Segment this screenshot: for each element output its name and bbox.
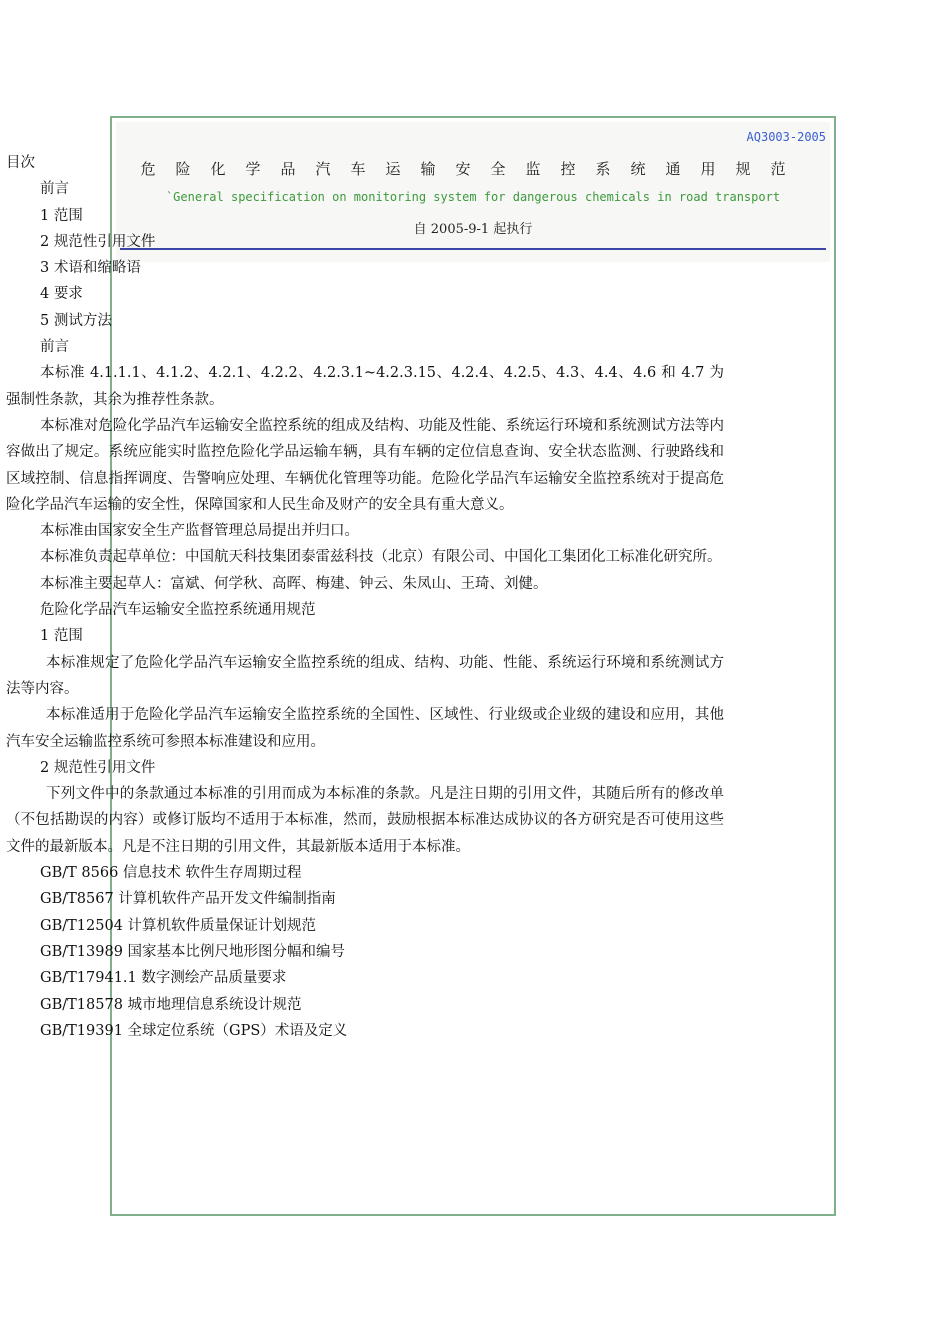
reference-item: GB/T13989 国家基本比例尺地形图分幅和编号 [40, 943, 346, 960]
foreword-paragraph: 本标准由国家安全生产监督管理总局提出并归口。 [40, 523, 359, 540]
section-paragraph: 本标准规定了危险化学品汽车运输安全监控系统的组成、结构、功能、性能、系统运行环境和系统测试方法等内容。 [6, 654, 724, 697]
reference-item: GB/T12504 计算机软件质量保证计划规范 [40, 917, 317, 934]
reference-item: GB/T 8566 信息技术 软件生存周期过程 [40, 865, 302, 882]
english-title: `General specification on monitoring system for dangerous chemicals in road transport [165, 190, 781, 204]
section-paragraph: 本标准适用于危险化学品汽车运输安全监控系统的全国性、区域性、行业级或企业级的建设和应用，其他汽车安全运输监控系统可参照本标准建设和应用。 [6, 707, 724, 750]
document-body [6, 150, 724, 1044]
foreword-paragraph: 本标准主要起草人：富斌、何学秋、高晖、梅建、钟云、朱凤山、王琦、刘健。 [40, 575, 548, 592]
toc-item: 4 要求 [40, 286, 83, 303]
toc-heading: 目次 [6, 155, 35, 171]
effective-date: 自 2005-9-1 起执行 [413, 222, 533, 237]
foreword-paragraph: 本标准对危险化学品汽车运输安全监控系统的组成及结构、功能及性能、系统运行环境和系统测试方法等内容做出了规定。系统应能实时监控危险化学品运输车辆，具有车辆的定位信息查询、安全状态监测、行驶路线和区域控制、信息指挥调度、告警响应处理、车辆优化管理等功能。危险化学品汽车运输安全监控系统对于提高危险化学品汽车运输的安全性，保障国家和人民生命及财产的安全具有重大意义。 [6, 417, 724, 513]
toc-item: 2 规范性引用文件 [40, 233, 156, 250]
foreword-paragraph: 本标准 4.1.1.1、4.1.2、4.2.1、4.2.2、4.2.3.1~4.2.3.15、4.2.4、4.2.5、4.3、4.4、4.6 和 4.7 为强制性条款，其余为推荐性条款。 [6, 365, 724, 408]
standard-code: AQ3003-2005 [746, 130, 826, 144]
foreword-heading: 前言 [40, 339, 69, 356]
reference-item: GB/T17941.1 数字测绘产品质量要求 [40, 970, 287, 987]
section-heading: 1 范围 [40, 628, 83, 645]
chinese-title: 危险化学品汽车运输安全监控系统通用规范 [140, 160, 806, 178]
toc-item: 1 范围 [40, 207, 83, 224]
reference-item: GB/T8567 计算机软件产品开发文件编制指南 [40, 891, 336, 908]
reference-item: GB/T18578 城市地理信息系统设计规范 [40, 996, 302, 1013]
section-heading: 2 规范性引用文件 [40, 759, 156, 776]
section-paragraph: 下列文件中的条款通过本标准的引用而成为本标准的条款。凡是注日期的引用文件，其随后所有的修改单（不包括勘误的内容）或修订版均不适用于本标准，然而，鼓励根据本标准达成协议的各方研究是否可使用这些文件的最新版本。凡是不注日期的引用文件，其最新版本适用于本标准。 [6, 786, 724, 855]
toc-item: 前言 [40, 181, 69, 198]
main-title: 危险化学品汽车运输安全监控系统通用规范 [40, 602, 316, 619]
toc-item: 5 测试方法 [40, 312, 112, 329]
reference-item: GB/T19391 全球定位系统（GPS）术语及定义 [40, 1022, 348, 1039]
toc-item: 3 术语和缩略语 [40, 260, 141, 277]
foreword-paragraph: 本标准负责起草单位：中国航天科技集团泰雷兹科技（北京）有限公司、中国化工集团化工标准化研究所。 [40, 549, 722, 566]
